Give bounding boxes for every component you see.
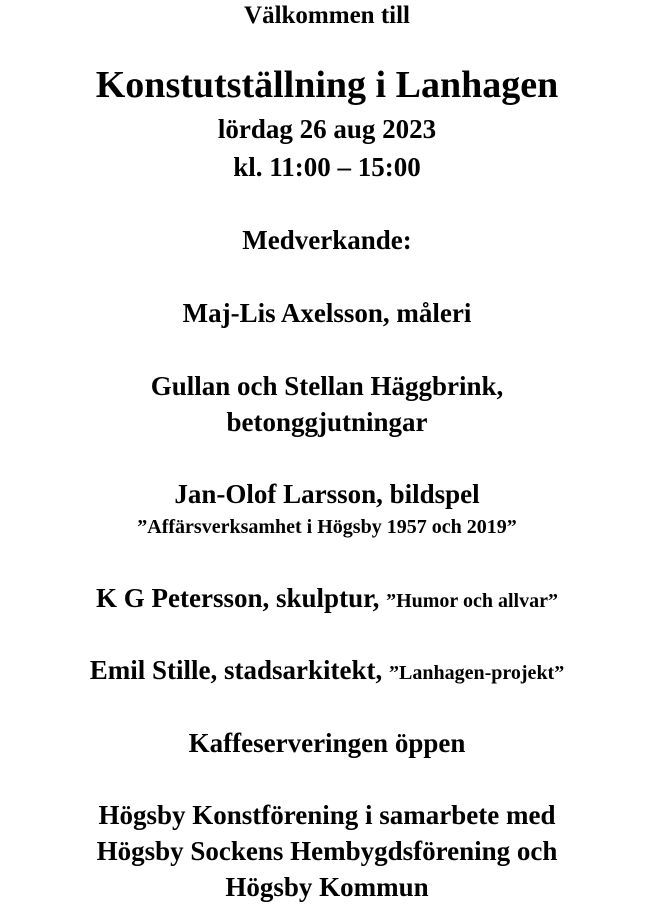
participants-heading: Medverkande: xyxy=(242,225,412,255)
participant-axelsson: Maj-Lis Axelsson, måleri xyxy=(182,298,472,328)
participant-larsson: Jan-Olof Larsson, bildspel xyxy=(174,479,480,509)
participant-stille-subtitle: ”Lanhagen-projekt” xyxy=(389,662,565,684)
participant-stille-name: Emil Stille, stadsarkitekt, xyxy=(89,655,390,685)
welcome-text: Välkommen till xyxy=(244,2,410,29)
participant-petersson xyxy=(0,585,654,612)
event-date: lördag 26 aug 2023 xyxy=(217,114,437,144)
participant-petersson-subtitle: ”Humor och allvar” xyxy=(386,590,558,612)
event-time: kl. 11:00 – 15:00 xyxy=(233,152,421,182)
participant-haggbrink: Gullan och Stellan Häggbrink, xyxy=(150,371,504,401)
organizers-line-3: Högsby Kommun xyxy=(225,872,429,902)
participant-petersson-name: K G Petersson, skulptur, xyxy=(96,583,387,613)
organizers-line-1: Högsby Konstförening i samarbete med xyxy=(98,800,556,830)
participant-haggbrink-detail: betonggjutningar xyxy=(226,407,428,437)
event-title: Konstutställning i Lanhagen xyxy=(95,64,559,106)
participant-stille xyxy=(0,657,654,684)
cafe-notice: Kaffeserveringen öppen xyxy=(188,728,466,758)
participant-larsson-subtitle: ”Affärsverksamhet i Högsby 1957 och 2019” xyxy=(137,516,517,538)
organizers-line-2: Högsby Sockens Hembygdsförening och xyxy=(96,836,558,866)
